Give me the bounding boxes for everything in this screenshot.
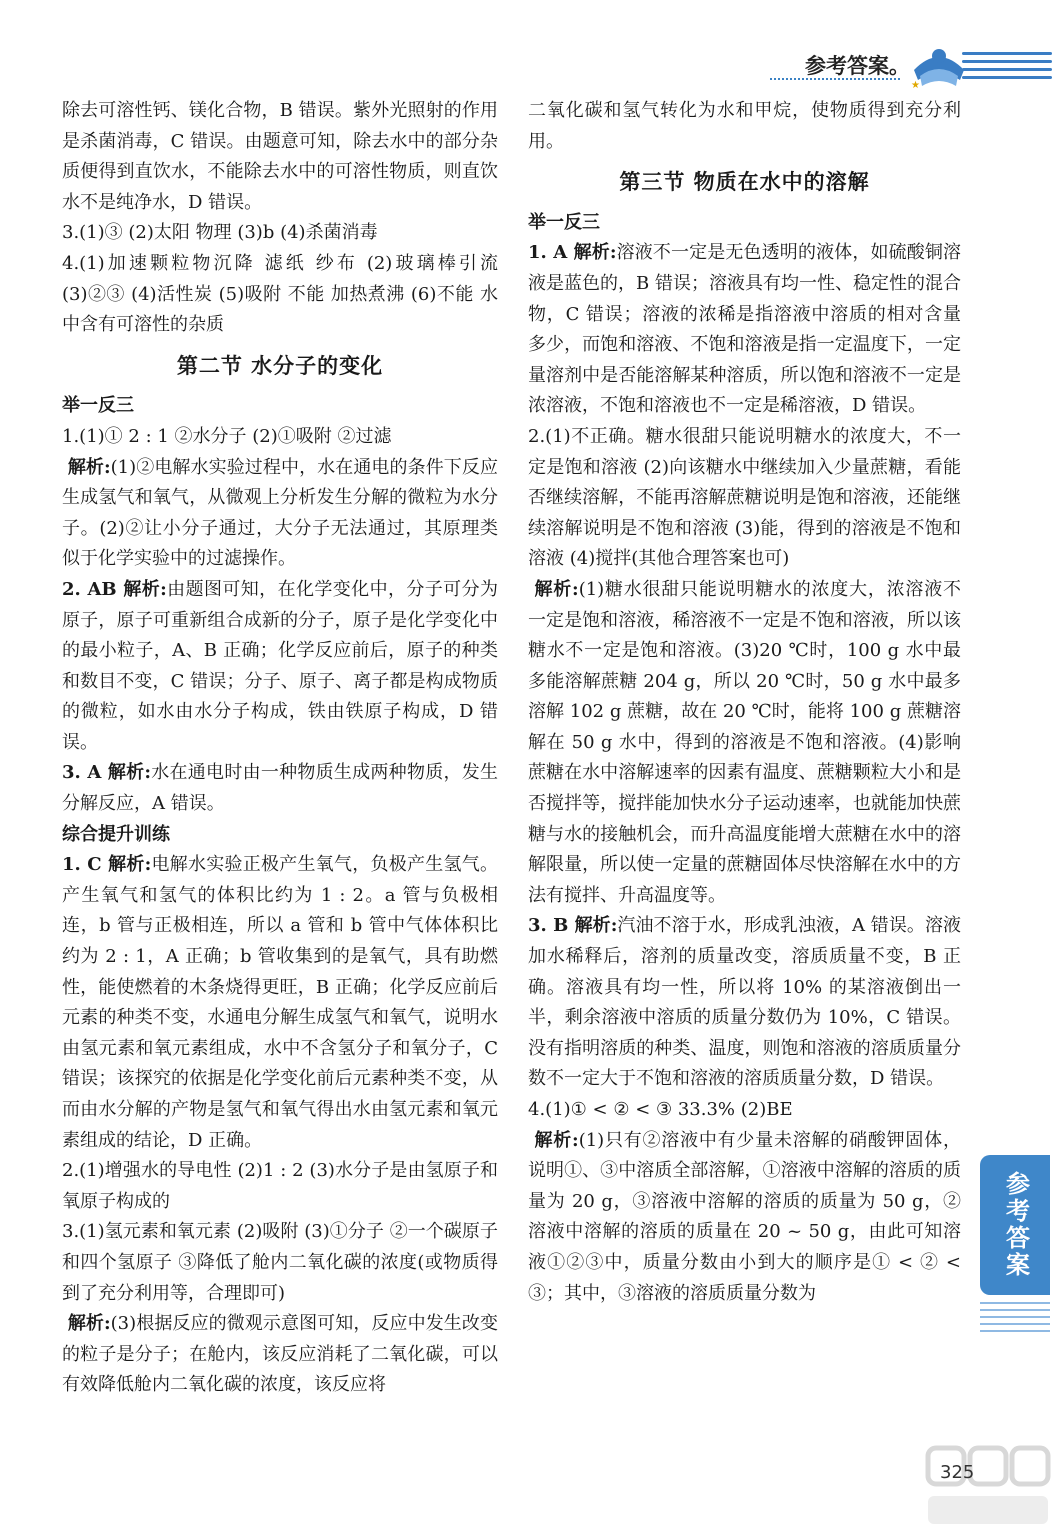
page-number: 325 [940,1462,975,1483]
header-title: 参考答案。 [805,54,910,78]
side-tab: 参考答案 [980,1155,1050,1295]
analysis-item [62,453,498,575]
analysis-text: 汽油不溶于水，形成乳浊液，A 错误。溶液加水稀释后，溶剂的质量改变，溶质质量不变，B 正确。溶液具有均一性，所以将 10% 的某溶液倒出一半，剩余溶液中溶质的质量分数仍为 10%，C 错误。没有指明溶质的种类、温度，则饱和溶液的溶质质量分数不一定大于不饱和溶液的溶质质量分数，D 错误。 [528,915,961,1090]
paragraph: 除去可溶性钙、镁化合物，B 错误。紫外光照射的作用是杀菌消毒，C 错误。由题意可知，除去水中的部分杂质便得到直饮水，不能除去水中的可溶性物质，则直饮水不是纯净水，D 错误。 [62,100,498,213]
answer-item [62,575,498,759]
answer-head: 1. C [62,854,109,876]
side-tab-stripes [980,1302,1050,1337]
analysis-text: (3)根据反应的微观示意图可知，反应中发生改变的粒子是分子；在舱内，该反应消耗了二氧化碳，可以有效降低舱内二氧化碳的浓度，该反应将 [62,1313,498,1396]
analysis-label: 解析: [67,1313,111,1335]
analysis-text: 电解水实验正极产生氧气，负极产生氢气。产生氧气和氢气的体积比约为 1 : 2。a 管与负极相连，b 管与正极相连，所以 a 管和 b 管中气体体积比约为 2 : 1，A 正确；b 管收集到的是氧气，具有助燃性，能使燃着的木条烧得更旺，B 正确；化学反应前后元素的种类不变，水通电分解生成氢气和氧气，说明水由氢元素和氧元素组成，水中不含氢分子和氧分子，C 错误；该探究的依据是化学变化前后元素种类不变，从而由水分解的产物是氢气和氧气得出水由氢元素和氧元素组成的结论，D 正确。 [62,854,498,1151]
analysis-text: 溶液不一定是无色透明的液体，如硫酸铜溶液是蓝色的，B 错误；溶液具有均一性、稳定性的混合物，C 错误；溶液的浓稀是指溶液中溶质的相对含量多少，而饱和溶液、不饱和溶液是指一定温度下，一定量溶剂中是否能溶解某种溶质，所以饱和溶液不一定是浓溶液，不饱和溶液也不一定是稀溶液，D 错误。 [528,242,961,417]
analysis-label: 解析: [534,1129,579,1151]
analysis-item [62,1309,498,1401]
subsection-title: 综合提升训练 [62,823,170,845]
section-title: 第三节 物质在水中的溶解 [619,170,870,195]
answer-head: 1. A [528,242,574,264]
analysis-label: 解析: [107,762,151,784]
answer-head: 3. B [528,915,575,937]
analysis-label: 解析: [574,915,618,937]
answer-item: 4.(1)加速颗粒物沉降 滤纸 纱布 (2)玻璃棒引流 (3)②③ (4)活性炭 (5)吸附 不能 加热煮沸 (6)不能 水中含有可溶性的杂质 [62,252,498,336]
answer-head: 3. A [62,762,108,784]
analysis-text: (1)只有②溶液中有少量未溶解的硝酸钾固体，说明①、③中溶质全部溶解，①溶液中溶解的溶质的质量为 20 g，③溶液中溶解的溶质的质量为 50 g，②溶液中溶解的溶质的质量在 20 ~ 50 g，由此可知溶液①②③中，质量分数由小到大的顺序是① < ② < ③；其中，③溶液的溶质质量分数为 [528,1129,961,1304]
answer-item [62,850,498,1156]
answer-item: 1.(1)① 2 : 1 ②水分子 (2)①吸附 ②过滤 [62,425,392,447]
analysis-text: 由题图可知，在化学变化中，分子可分为原子，原子可重新组合成新的分子，原子是化学变化中的最小粒子，A、B 正确；化学反应前后，原子的种类和数目不变，C 错误；分子、原子、离子都是构成物质的微粒，如水由水分子构成，铁由铁原子构成，D 错误。 [62,578,498,753]
paragraph: 二氧化碳和氢气转化为水和甲烷，使物质得到充分利用。 [528,100,961,152]
analysis-label: 解析: [534,578,579,600]
analysis-label: 解析: [108,854,152,876]
right-column [528,96,961,1309]
answer-item: 3.(1)③ (2)太阳 物理 (3)b (4)杀菌消毒 [62,222,378,244]
left-column [62,96,498,1401]
subsection-title: 举一反三 [62,395,134,417]
page-header [0,0,1060,100]
answer-item: 2.(1)增强水的导电性 (2)1 : 2 (3)水分子是由氢原子和氧原子构成的 [62,1160,498,1212]
answer-item: 3.(1)氢元素和氧元素 (2)吸附 (3)①分子 ②一个碳原子和四个氢原子 ③降低了舱内二氧化碳的浓度(或物质得到了充分利用等，合理即可) [62,1221,498,1304]
header-stripes [962,52,1052,84]
answer-item [62,758,498,819]
analysis-label: 解析: [123,578,167,600]
book-logo-icon [908,40,970,92]
watermark-logo-icon [922,1440,1054,1532]
subsection-title: 举一反三 [528,211,600,233]
analysis-text: (1)②电解水实验过程中，水在通电的条件下反应生成氢气和氧气，从微观上分析发生分解的微粒为水分子。(2)②让小分子通过，大分子无法通过，其原理类似于化学实验中的过滤操作。 [62,456,498,570]
analysis-text: (1)糖水很甜只能说明糖水的浓度大，浓溶液不一定是饱和溶液，稀溶液不一定是不饱和溶液，所以该糖水不一定是饱和溶液。(3)20 ℃时，100 g 水中最多能溶解蔗糖 204 g，所以 20 ℃时，50 g 水中最多溶解 102 g 蔗糖，故在 20 ℃时，能将 100 g 蔗糖溶解在 50 g 水中，得到的溶液是不饱和溶液。(4)影响蔗糖在水中溶解速率的因素有温度、蔗糖颗粒大小和是否搅拌等，搅拌能加快水分子运动速率，也就能加快蔗糖与水的接触机会，而升高温度能增大蔗糖在水中的溶解限量，所以使一定量的蔗糖固体尽快溶解在水中的方法有搅拌、升高温度等。 [528,578,961,906]
answer-item [528,911,961,1095]
analysis-item [528,575,961,912]
section-title: 第二节 水分子的变化 [176,353,384,378]
analysis-label: 解析: [67,456,111,478]
svg-text:★: ★ [911,80,920,91]
answer-item [528,238,961,422]
analysis-item [528,1126,961,1310]
answer-item: 2.(1)不正确。糖水很甜只能说明糖水的浓度大，不一定是饱和溶液 (2)向该糖水中继续加入少量蔗糖，看能否继续溶解，不能再溶解蔗糖说明是饱和溶液，还能继续溶解说明是不饱和溶液 (3)能，得到的溶液是不饱和溶液 (4)搅拌(其他合理答案也可) [528,425,961,570]
answer-item: 4.(1)① < ② < ③ 33.3% (2)BE [528,1099,793,1120]
answer-head: 2. AB [62,578,124,600]
analysis-label: 解析: [573,242,617,264]
analysis-text: 水在通电时由一种物质生成两种物质，发生分解反应，A 错误。 [62,762,498,815]
